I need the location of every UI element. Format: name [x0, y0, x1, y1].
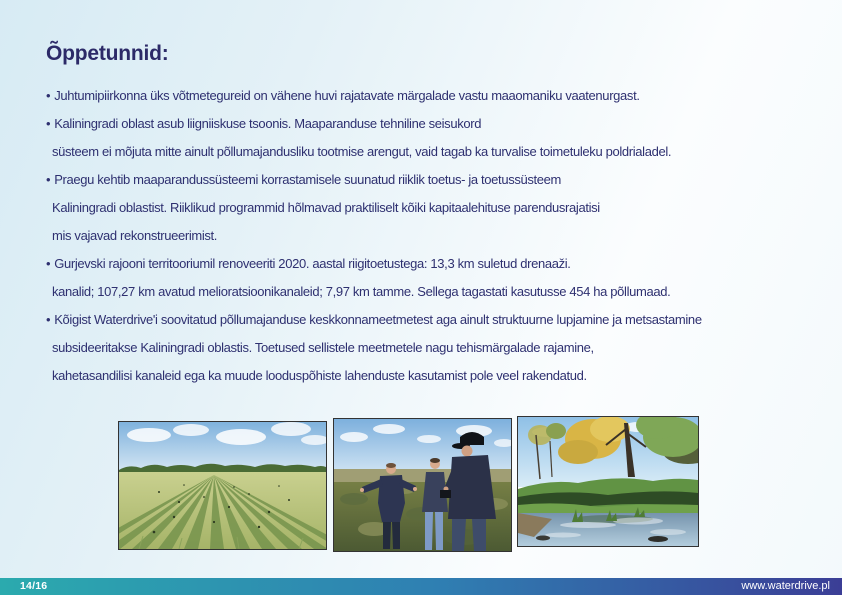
page-title: Õppetunnid:: [46, 42, 169, 65]
line-text: kanalid; 107,27 km avatud melioratsioonikanaleid; 7,97 km tamme. Sellega tagastati kasutusse 454 ha põllumaad.: [52, 284, 671, 299]
bullet-line: [46, 250, 826, 278]
line-text: kahetasandilisi kanaleid ega ka muude looduspõhiste lahenduste kasutamist pole veel rakendatud.: [52, 368, 587, 383]
line-text: subsideeritakse Kaliningradi oblastis. Toetused sellistele meetmetele nagu tehismärgalade rajamine,: [52, 340, 594, 355]
line-text: Kõigist Waterdrive'i soovitatud põllumajanduse keskkonnameetmetest aga ainult struktuurne lupjamine ja metsastamine: [54, 312, 702, 327]
stream-image: [518, 417, 698, 546]
continuation-line: [46, 194, 826, 222]
continuation-line: [46, 278, 826, 306]
bullet-line: [46, 166, 826, 194]
continuation-line: [46, 138, 826, 166]
bullet-marker: •: [46, 256, 51, 271]
field-inspection-image: [334, 419, 511, 551]
page-number: 14/16: [20, 580, 48, 592]
bullet-marker: •: [46, 88, 51, 103]
bullet-line: [46, 306, 826, 334]
website-url: www.waterdrive.pl: [741, 580, 830, 592]
line-text: Juhtumipiirkonna üks võtmetegureid on vähene huvi rajatavate märgalade vastu maaomaniku vaatenurgast.: [54, 88, 640, 103]
bullet-line: [46, 82, 826, 110]
bullet-marker: •: [46, 116, 51, 131]
continuation-line: [46, 362, 826, 390]
line-text: Gurjevski rajooni territooriumil renoveeriti 2020. aastal riigitoetustega: 13,3 km suletud drenaaži.: [54, 256, 571, 271]
line-text: Kaliningradi oblastist. Riiklikud programmid hõlmavad praktiliselt kõiki kapitaalehituse parendusrajatisi: [52, 200, 600, 215]
photo-field-inspection: [333, 418, 512, 552]
continuation-line: [46, 334, 826, 362]
mowed-field-image: [119, 422, 326, 549]
line-text: süsteem ei mõjuta mitte ainult põllumajandusliku tootmise arengut, vaid tagab ka turvalise toimetuleku poldrialadel.: [52, 144, 672, 159]
bullet-marker: •: [46, 312, 51, 327]
bullet-marker: •: [46, 172, 51, 187]
line-text: Kaliningradi oblast asub liigniiskuse tsoonis. Maaparanduse tehniline seisukord: [54, 116, 482, 131]
line-text: Praegu kehtib maaparandussüsteemi korrastamisele suunatud riiklik toetus- ja toetussüsteem: [54, 172, 562, 187]
photo-mowed-field: [118, 421, 327, 550]
bullet-line: [46, 110, 826, 138]
line-text: mis vajavad rekonstrueerimist.: [52, 228, 218, 243]
footer-bar: [0, 578, 842, 595]
bullet-list: [46, 82, 826, 390]
photo-stream: [517, 416, 699, 547]
continuation-line: [46, 222, 826, 250]
